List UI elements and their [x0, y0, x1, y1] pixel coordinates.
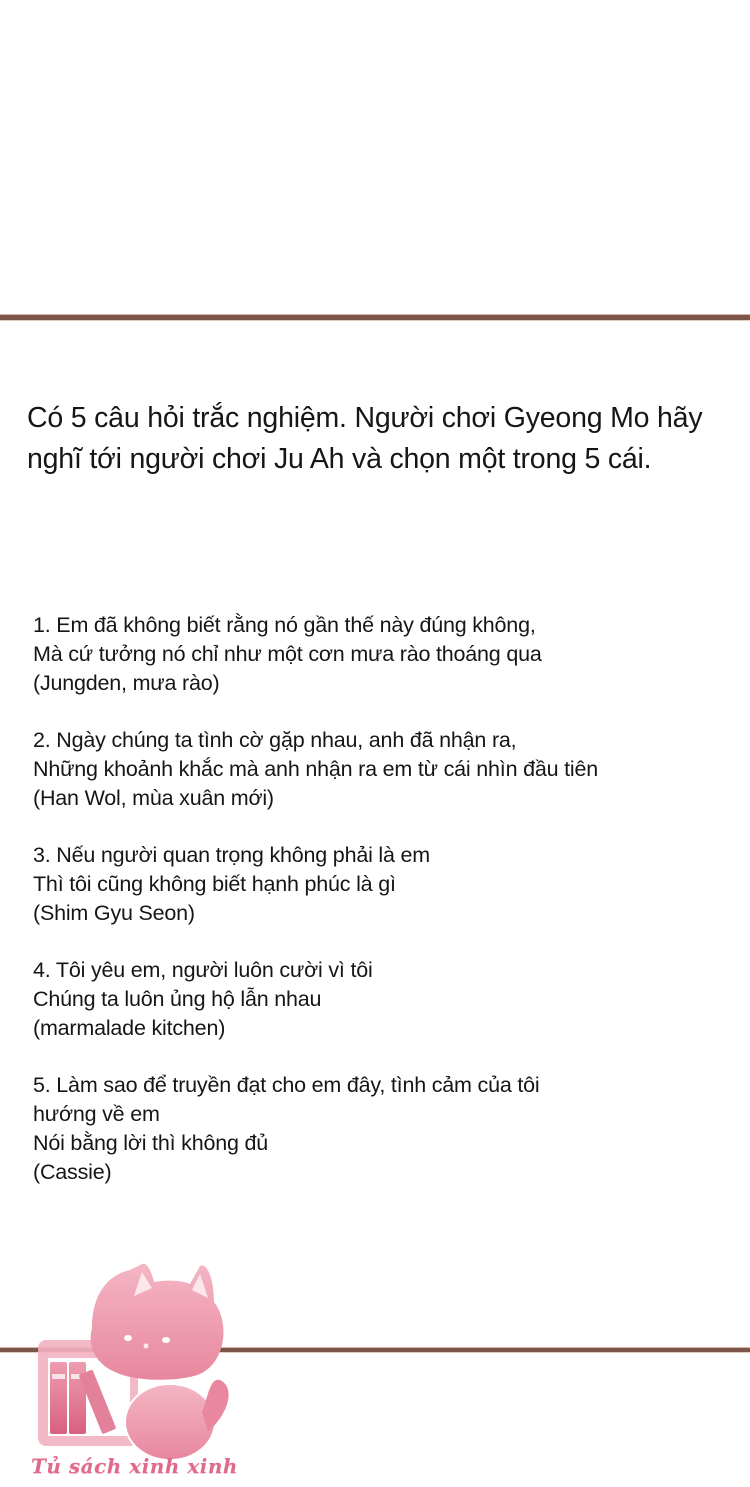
quiz-option-line: hướng về em — [33, 1102, 160, 1126]
intro-paragraph: Có 5 câu hỏi trắc nghiệm. Người chơi Gyeong Mo hãy nghĩ tới người chơi Ju Ah và chọn một trong 5 cái. — [27, 402, 703, 475]
quiz-option-line: Chúng ta luôn ủng hộ lẫn nhau — [33, 987, 322, 1011]
quiz-option-source: (marmalade kitchen) — [33, 1016, 226, 1040]
cat-bookshelf-icon — [30, 1262, 240, 1462]
quiz-option-2 — [33, 726, 733, 813]
quiz-option-line: 5. Làm sao để truyền đạt cho em đây, tình cảm của tôi — [33, 1073, 540, 1097]
quiz-option-3 — [33, 841, 733, 928]
quiz-option-source: (Han Wol, mùa xuân mới) — [33, 786, 274, 810]
quiz-option-line: Nói bằng lời thì không đủ — [33, 1131, 269, 1155]
panel-divider-top — [0, 315, 750, 320]
quiz-option-line: 1. Em đã không biết rằng nó gần thế này đúng không, — [33, 613, 536, 637]
quiz-option-1 — [33, 611, 733, 698]
quiz-option-line: 4. Tôi yêu em, người luôn cười vì tôi — [33, 958, 373, 982]
quiz-option-source: (Cassie) — [33, 1160, 112, 1184]
quiz-option-5 — [33, 1071, 733, 1187]
quiz-options-list — [33, 611, 733, 1215]
watermark-text: Tủ sách xinh xinh — [31, 1454, 238, 1478]
quiz-option-source: (Shim Gyu Seon) — [33, 901, 195, 925]
quiz-option-line: Mà cứ tưởng nó chỉ như một cơn mưa rào thoáng qua — [33, 642, 542, 666]
quiz-option-line: Thì tôi cũng không biết hạnh phúc là gì — [33, 872, 396, 896]
quiz-option-4 — [33, 956, 733, 1043]
quiz-option-line: 3. Nếu người quan trọng không phải là em — [33, 843, 431, 867]
blank-panel-area — [0, 0, 750, 314]
quiz-option-line: 2. Ngày chúng ta tình cờ gặp nhau, anh đã nhận ra, — [33, 728, 517, 752]
watermark-logo — [30, 1262, 240, 1482]
quiz-option-line: Những khoảnh khắc mà anh nhận ra em từ cái nhìn đầu tiên — [33, 757, 599, 781]
quiz-option-source: (Jungden, mưa rào) — [33, 671, 220, 695]
